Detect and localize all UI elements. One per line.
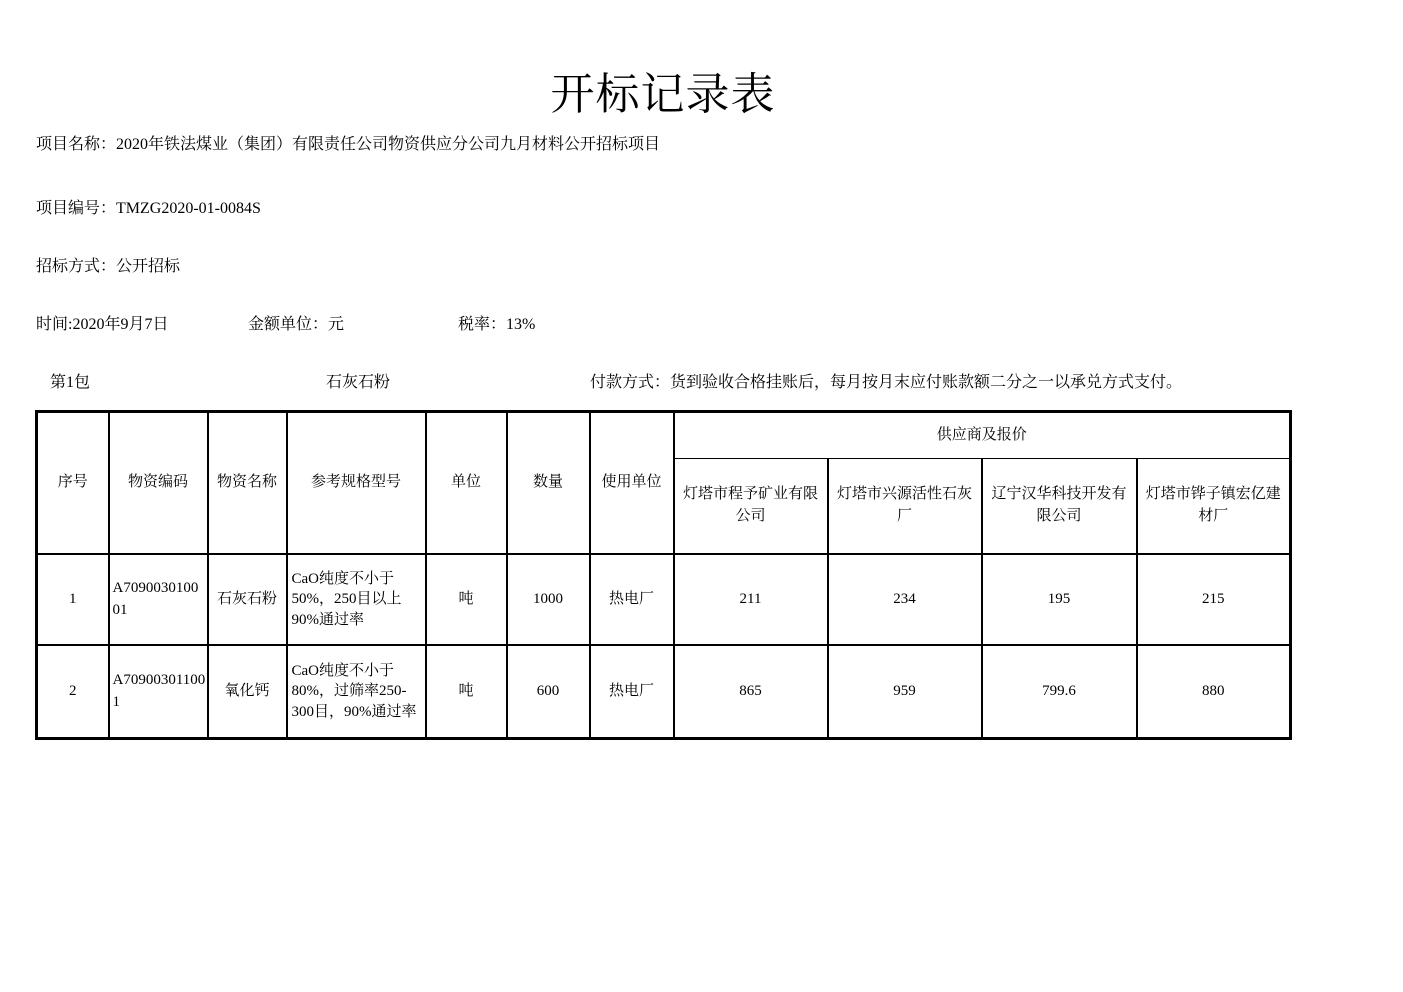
tax-rate-label: 税率：13% bbox=[458, 316, 536, 333]
time-unit-tax-line bbox=[36, 315, 1290, 335]
bid-cell-0: 211 bbox=[674, 554, 828, 645]
header-spec: 参考规格型号 bbox=[287, 412, 426, 555]
package-number: 第1包 bbox=[50, 374, 91, 391]
header-name: 物资名称 bbox=[208, 412, 287, 555]
cell-unit: 吨 bbox=[426, 645, 507, 739]
cell-name: 石灰石粉 bbox=[208, 554, 287, 645]
header-qty: 数量 bbox=[507, 412, 590, 555]
project-name-line: 项目名称：2020年铁法煤业（集团）有限责任公司物资供应分公司九月材料公开招标项目 bbox=[36, 136, 661, 153]
supplier-name-0: 灯塔市程予矿业有限公司 bbox=[674, 459, 828, 555]
header-seq: 序号 bbox=[37, 412, 109, 555]
document-content bbox=[36, 0, 1290, 992]
bid-cell-1: 234 bbox=[828, 554, 982, 645]
bid-cell-2: 195 bbox=[982, 554, 1137, 645]
header-user: 使用单位 bbox=[590, 412, 674, 555]
supplier-name-3: 灯塔市铧子镇宏亿建材厂 bbox=[1137, 459, 1291, 555]
package-line bbox=[36, 373, 1290, 393]
bid-cell-2: 799.6 bbox=[982, 645, 1137, 739]
cell-qty: 600 bbox=[507, 645, 590, 739]
cell-user: 热电厂 bbox=[590, 554, 674, 645]
cell-user: 热电厂 bbox=[590, 645, 674, 739]
supplier-name-2: 辽宁汉华科技开发有限公司 bbox=[982, 459, 1137, 555]
table-row bbox=[37, 645, 1291, 739]
supplier-group-header: 供应商及报价 bbox=[674, 412, 1291, 459]
cell-spec: CaO纯度不小于50%，250目以上90%通过率 bbox=[287, 554, 426, 645]
header-row-group bbox=[37, 412, 1291, 459]
bidding-method-line: 招标方式：公开招标 bbox=[36, 258, 181, 275]
header-code: 物资编码 bbox=[109, 412, 208, 555]
cell-unit: 吨 bbox=[426, 554, 507, 645]
bid-table bbox=[35, 410, 1292, 740]
cell-qty: 1000 bbox=[507, 554, 590, 645]
package-name: 石灰石粉 bbox=[326, 374, 391, 391]
cell-seq: 2 bbox=[37, 645, 109, 739]
bid-cell-3: 215 bbox=[1137, 554, 1291, 645]
amount-unit-label: 金额单位：元 bbox=[248, 316, 345, 333]
page-title: 开标记录表 bbox=[550, 70, 776, 119]
project-number-line: 项目编号：TMZG2020-01-0084S bbox=[36, 200, 261, 217]
cell-code: A709003010001 bbox=[109, 554, 208, 645]
payment-terms: 付款方式：货到验收合格挂账后，每月按月末应付账款额二分之一以承兑方式支付。 bbox=[590, 374, 1183, 391]
header-unit: 单位 bbox=[426, 412, 507, 555]
table-row bbox=[37, 554, 1291, 645]
cell-name: 氧化钙 bbox=[208, 645, 287, 739]
time-label: 时间:2020年9月7日 bbox=[36, 316, 169, 333]
bid-cell-1: 959 bbox=[828, 645, 982, 739]
cell-spec: CaO纯度不小于80%，过筛率250-300目，90%通过率 bbox=[287, 645, 426, 739]
cell-seq: 1 bbox=[37, 554, 109, 645]
supplier-name-1: 灯塔市兴源活性石灰厂 bbox=[828, 459, 982, 555]
bid-cell-3: 880 bbox=[1137, 645, 1291, 739]
bid-cell-0: 865 bbox=[674, 645, 828, 739]
cell-code: A709003011001 bbox=[109, 645, 208, 739]
